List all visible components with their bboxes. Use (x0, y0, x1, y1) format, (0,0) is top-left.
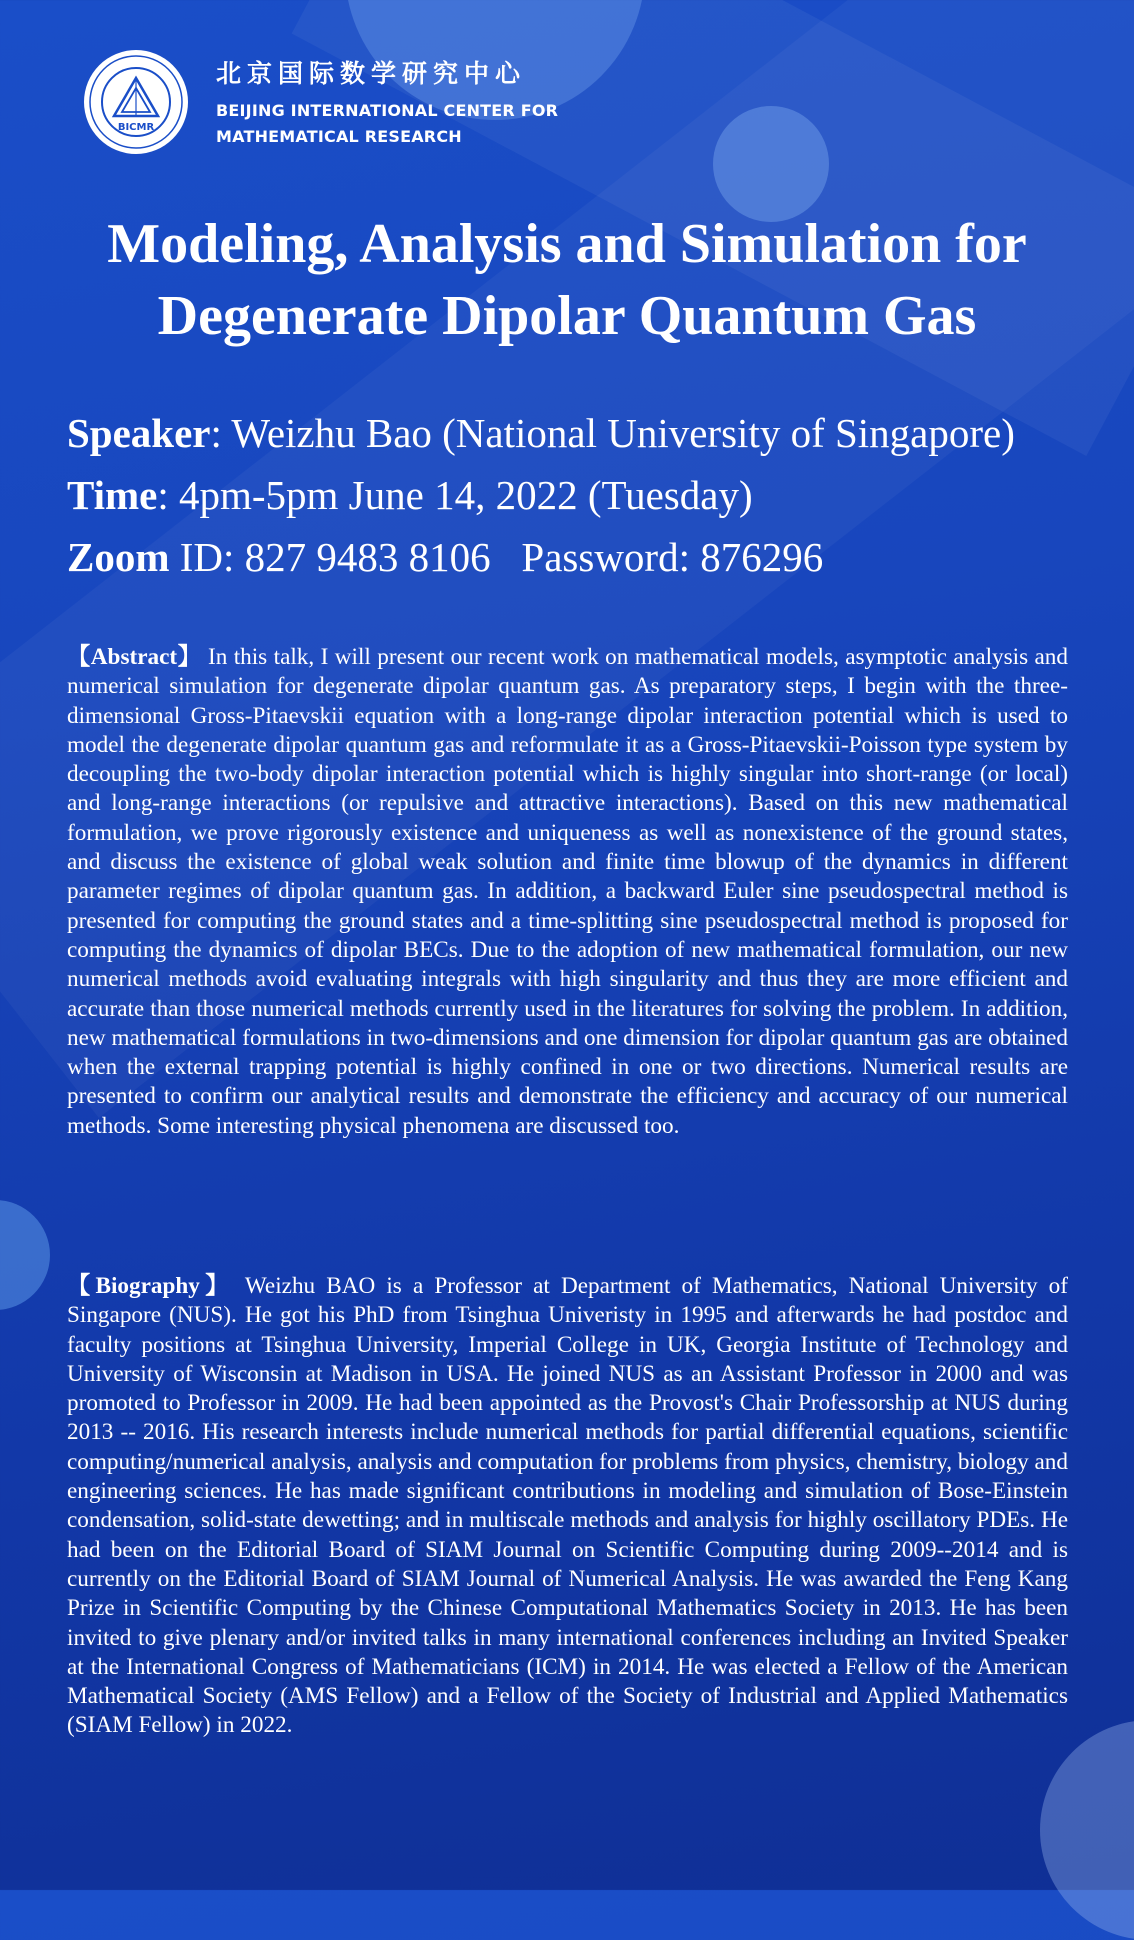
decor-circle-bottom-right (1040, 1720, 1134, 1940)
speaker-label: Speaker (67, 410, 211, 456)
talk-info (67, 402, 1015, 588)
zoom-value: ID: 827 9483 8106 Password: 876296 (169, 534, 824, 580)
bicmr-logo-icon (82, 48, 190, 156)
org-name-chinese: 北京国际数学研究中心 (216, 59, 527, 88)
time-line (67, 464, 1015, 526)
biography-section (67, 1272, 1068, 1741)
organization-name (216, 54, 558, 150)
abstract-text: In this talk, I will present our recent work on mathematical models, asymptotic analysis and numerical simulation for degenerate dipolar quantum gas. As preparatory steps, I begin with the three-dimensional Gross-Pitaevskii equation with a long-range dipolar interaction potential which is used to model the degenerate dipolar quantum gas and reformulate it as a Gross-Pitaevskii-Poisson type system by decoupling the two-body dipolar interaction potential which is highly singular into short-range (or local) and long-range interactions (or repulsive and attractive interactions). Based on this new mathematical formulation, we prove rigorously existence and uniqueness as well as nonexistence of the ground states, and discuss the existence of global weak solution and finite time blowup of the dynamics in different parameter regimes of dipolar quantum gas. In addition, a backward Euler sine pseudospectral method is presented for computing the ground states and a time-splitting sine pseudospectral method is proposed for computing the dynamics of dipolar BECs. Due to the adoption of new mathematical formulation, our new numerical methods avoid evaluating integrals with high singularity and thus they are more efficient and accurate than those numerical methods currently used in the literatures for solving the problem. In addition, new mathematical formulations in two-dimensions and one dimension for dipolar quantum gas are obtained when the external trapping potential is highly confined in one or two directions. Numerical results are presented to confirm our analytical results and demonstrate the efficiency and accuracy of our numerical methods. Some interesting physical phenomena are discussed too. (67, 644, 1068, 1139)
title-line-2: Degenerate Dipolar Quantum Gas (157, 285, 977, 347)
decor-circle-left (0, 1200, 50, 1310)
time-value: : 4pm-5pm June 14, 2022 (Tuesday) (157, 472, 753, 518)
zoom-line (67, 526, 1015, 588)
header (82, 48, 558, 156)
biography-label: 【Biography】 (67, 1273, 234, 1299)
title-line-1: Modeling, Analysis and Simulation for (107, 213, 1027, 275)
speaker-value: : Weizhu Bao (National University of Singapore) (210, 410, 1015, 456)
time-label: Time (67, 472, 158, 518)
speaker-line (67, 402, 1015, 464)
talk-title (40, 208, 1094, 352)
logo-text: BICMR (117, 122, 155, 133)
abstract-label: 【Abstract】 (67, 644, 202, 670)
org-name-english-line2: MATHEMATICAL RESEARCH (216, 127, 462, 146)
zoom-label: Zoom (67, 534, 170, 580)
biography-text: Weizhu BAO is a Professor at Department of Mathematics, National University of Singapore (NUS). He got his PhD from Tsinghua Univeristy in 1995 and afterwards he had postdoc and faculty positions at Tsinghua University, Imperial College in UK, Georgia Institute of Technology and University of Wisconsin at Madison in USA. He joined NUS as an Assistant Professor in 2000 and was promoted to Professor in 2009. He had been appointed as the Provost's Chair Professorship at NUS during 2013 -- 2016. His research interests include numerical methods for partial differential equations, scientific computing/numerical analysis, analysis and computation for problems from physics, chemistry, biology and engineering sciences. He has made significant contributions in modeling and simulation of Bose-Einstein condensation, solid-state dewetting; and in multiscale methods and analysis for highly oscillatory PDEs. He had been on the Editorial Board of SIAM Journal on Scientific Computing during 2009--2014 and is currently on the Editorial Board of SIAM Journal of Numerical Analysis. He was awarded the Feng Kang Prize in Scientific Computing by the Chinese Computational Mathematics Society in 2013. He has been invited to give plenary and/or invited talks in many international conferences including an Invited Speaker at the International Congress of Mathematicians (ICM) in 2014. He was elected a Fellow of the American Mathematical Society (AMS Fellow) and a Fellow of the Society of Industrial and Applied Mathematics (SIAM Fellow) in 2022. (67, 1273, 1068, 1739)
abstract-section (67, 643, 1068, 1141)
org-name-english-line1: BEIJING INTERNATIONAL CENTER FOR (216, 101, 559, 120)
